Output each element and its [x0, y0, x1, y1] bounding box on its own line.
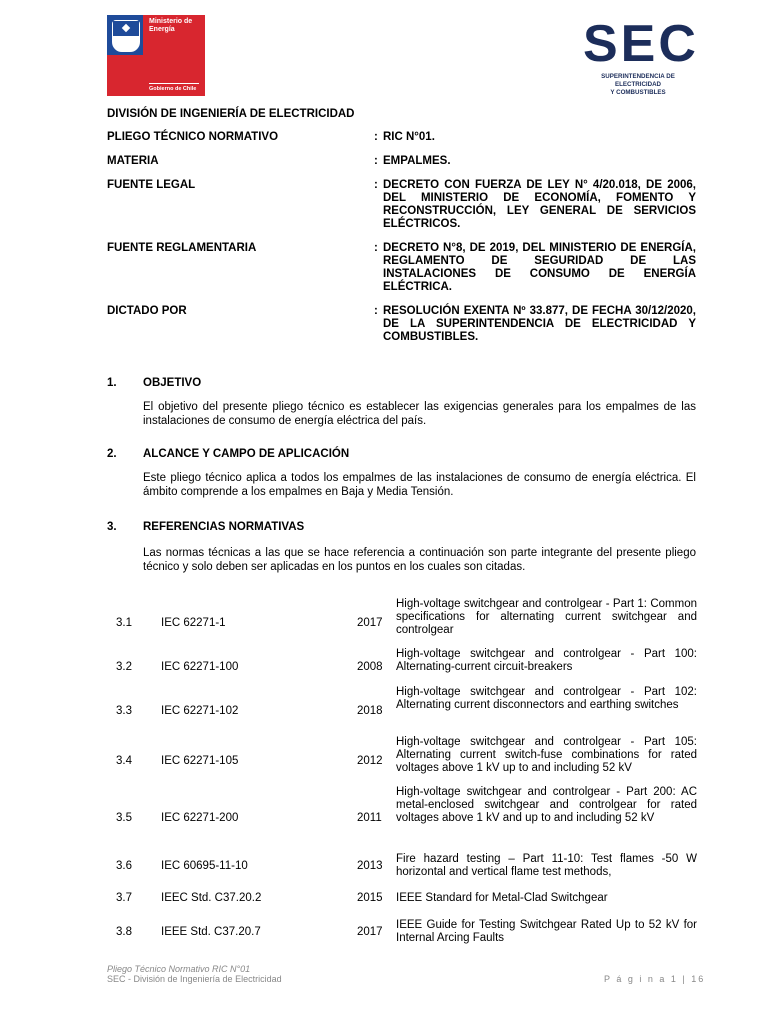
- section-number: 1.: [107, 377, 117, 389]
- chile-coat-of-arms-icon: [112, 20, 140, 52]
- ref-code: IEC 62271-200: [161, 812, 239, 824]
- ref-code: IEC 62271-105: [161, 755, 239, 767]
- ministerio-energia-logo: [107, 15, 205, 96]
- ref-number: 3.6: [116, 860, 132, 872]
- section-title-alcance: ALCANCE Y CAMPO DE APLICACIÓN: [143, 448, 350, 460]
- ref-year: 2008: [357, 661, 383, 673]
- header-label-fuente-reglamentaria: FUENTE REGLAMENTARIA: [107, 242, 257, 254]
- ref-year: 2017: [357, 617, 383, 629]
- page-number: P á g i n a 1 | 16: [604, 974, 706, 984]
- header-label-fuente-legal: FUENTE LEGAL: [107, 179, 196, 191]
- sec-wordmark: SEC: [583, 15, 699, 73]
- section-text-objetivo: El objetivo del presente pliego técnico es establecer las exigencias generales para los empalmes de las instalaciones de consumo de energía eléctrica del país.: [143, 401, 696, 427]
- sec-subtitle: SUPERINTENDENCIA DE ELECTRICIDAD Y COMBUSTIBLES: [601, 73, 675, 96]
- section-title-referencias: REFERENCIAS NORMATIVAS: [143, 521, 305, 533]
- header-value-materia: : EMPALMES.: [383, 155, 696, 168]
- ref-year: 2013: [357, 860, 383, 872]
- ref-year: 2018: [357, 705, 383, 717]
- ref-code: IEC 62271-102: [161, 705, 239, 717]
- header-label-pliego: PLIEGO TÉCNICO NORMATIVO: [107, 131, 279, 143]
- ref-number: 3.1: [116, 617, 132, 629]
- ref-number: 3.5: [116, 812, 132, 824]
- header-value-fuente-reglamentaria: : DECRETO N°8, DE 2019, DEL MINISTERIO DE ENERGÍA, REGLAMENTO DE SEGURIDAD DE LAS INSTALACIONES DE CONSUMO DE ENERGÍA ELÉCTRICA.: [383, 242, 696, 294]
- ref-description: High-voltage switchgear and controlgear - Part 105: Alternating current switch-fuse combinations for rated voltages above 1 kV up to and including 52 kV: [396, 736, 697, 774]
- section-number: 3.: [107, 521, 117, 533]
- header-label-dictado-por: DICTADO POR: [107, 305, 187, 317]
- ref-number: 3.2: [116, 661, 132, 673]
- ref-description: High-voltage switchgear and controlgear - Part 102: Alternating current disconnectors and earthing switches: [396, 686, 697, 711]
- ref-year: 2011: [357, 812, 382, 824]
- ref-number: 3.3: [116, 705, 132, 717]
- header-value-fuente-legal: : DECRETO CON FUERZA DE LEY N° 4/20.018, DE 2006, DEL MINISTERIO DE ECONOMÍA, FOMENTO Y RECONSTRUCCIÓN, LEY GENERAL DE SERVICIOS ELÉCTRICOS.: [383, 179, 696, 231]
- division-title: DIVISIÓN DE INGENIERÍA DE ELECTRICIDAD: [107, 108, 355, 120]
- ref-code: IEC 62271-100: [161, 661, 239, 673]
- ref-number: 3.7: [116, 892, 132, 904]
- ref-description: High-voltage switchgear and controlgear - Part 100: Alternating-current circuit-breakers: [396, 648, 697, 673]
- section-text-referencias: Las normas técnicas a las que se hace referencia a continuación son parte integrante del presente pliego técnico y solo deben ser aplicadas en los puntos en los cuales son citadas.: [143, 547, 696, 573]
- header-value-pliego: : RIC N°01.: [383, 131, 696, 144]
- ref-number: 3.4: [116, 755, 132, 767]
- ref-code: IEEE Std. C37.20.7: [161, 926, 261, 938]
- gobierno-label: Gobierno de Chile: [149, 83, 199, 92]
- ref-year: 2012: [357, 755, 383, 767]
- ref-code: IEC 60695-11-10: [161, 860, 248, 872]
- ref-description: IEEE Guide for Testing Switchgear Rated Up to 52 kV for Internal Arcing Faults: [396, 919, 697, 944]
- footer-document-name: Pliego Técnico Normativo RIC N°01: [107, 964, 251, 974]
- ref-year: 2015: [357, 892, 383, 904]
- ref-year: 2017: [357, 926, 383, 938]
- ministry-name: Ministerio de Energía: [149, 18, 193, 33]
- ref-description: High-voltage switchgear and controlgear - Part 200: AC metal-enclosed switchgear and controlgear for rated voltages above 1 kV and up to and including 52 kV: [396, 786, 697, 824]
- page-footer: [107, 964, 282, 984]
- ref-number: 3.8: [116, 926, 132, 938]
- ref-description: IEEE Standard for Metal-Clad Switchgear: [396, 892, 608, 904]
- section-text-alcance: Este pliego técnico aplica a todos los empalmes de las instalaciones de consumo de energía eléctrica. El ámbito comprende a los empalmes en Baja y Media Tensión.: [143, 472, 696, 498]
- section-title-objetivo: OBJETIVO: [143, 377, 202, 389]
- ref-description: High-voltage switchgear and controlgear - Part 1: Common specifications for alternating current switchgear and controlgear: [396, 598, 697, 636]
- section-number: 2.: [107, 448, 117, 460]
- header-label-materia: MATERIA: [107, 155, 159, 167]
- sec-logo: [583, 15, 699, 98]
- ref-description: Fire hazard testing – Part 11-10: Test flames -50 W horizontal and vertical flame test methods,: [396, 853, 697, 878]
- footer-division: SEC - División de Ingeniería de Electricidad: [107, 974, 282, 984]
- header-value-dictado-por: : RESOLUCIÓN EXENTA Nº 33.877, DE FECHA 30/12/2020, DE LA SUPERINTENDENCIA DE ELECTRICIDAD Y COMBUSTIBLES.: [383, 305, 696, 344]
- ref-code: IEEC Std. C37.20.2: [161, 892, 262, 904]
- ref-code: IEC 62271-1: [161, 617, 226, 629]
